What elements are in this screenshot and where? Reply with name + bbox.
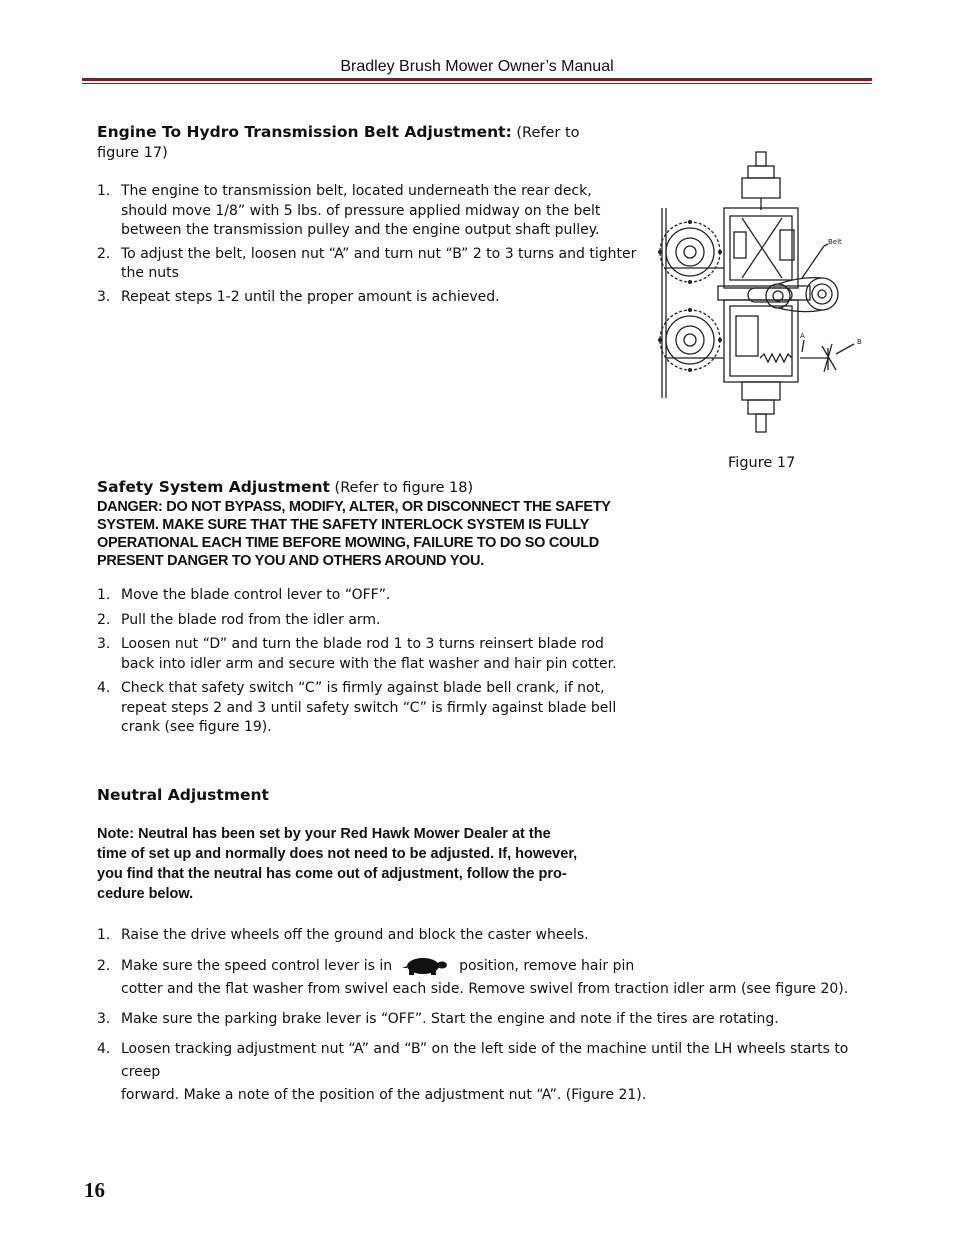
list-item-number: 2. (97, 611, 111, 628)
list-item (97, 926, 877, 946)
turtle-icon (401, 956, 451, 976)
text-line: SYSTEM. MAKE SURE THAT THE SAFETY INTERLOCK SYSTEM IS FULLY (97, 517, 589, 533)
section-ref: (Refer to figure 18) (329, 480, 474, 496)
section-heading: Safety System Adjustment (97, 478, 330, 496)
running-header: Bradley Brush Mower Owner’s Manual (340, 58, 614, 75)
list-item-number: 3. (97, 636, 111, 652)
list-item-text-before: Make sure the speed control lever is in (121, 957, 393, 974)
section-neutral-adjustment (97, 785, 877, 1107)
section-safety-system (97, 478, 697, 743)
list-item (97, 611, 697, 631)
list-item-line: Check that safety switch “C” is firmly against blade bell crank, if not, (121, 680, 605, 696)
list-item-line: back into idler arm and secure with the flat washer and hair pin cotter. (121, 655, 617, 672)
section-heading-line (97, 478, 697, 498)
list-item-line: repeat steps 2 and 3 until safety switch “C” is firmly against blade bell (121, 699, 617, 716)
text-line: time of set up and normally does not need to be adjusted. If, however, (97, 846, 578, 862)
list-item (97, 955, 877, 1001)
list-item-line: between the transmission pulley and the engine output shaft pulley. (121, 222, 600, 238)
section-ref: (Refer to (511, 125, 580, 141)
list-item (97, 586, 697, 606)
text-line: cedure below. (97, 886, 194, 902)
list-item-number: 2. (97, 957, 111, 974)
list-item-line: should move 1/8” with 5 lbs. of pressure applied midway on the belt (121, 202, 601, 219)
belt-steps-list (97, 182, 657, 307)
text-line: OPERATIONAL EACH TIME BEFORE MOWING, FAILURE TO DO SO COULD (97, 535, 599, 551)
list-item-number: 1. (97, 927, 111, 943)
list-item-text-cont: cotter and the flat washer from swivel each side. Remove swivel from traction idler arm (see figure 20). (121, 980, 849, 997)
list-item-number: 1. (97, 587, 111, 603)
safety-steps-list (97, 586, 697, 738)
text-line: Note: Neutral has been set by your Red Hawk Mower Dealer at the (97, 826, 551, 842)
list-item-line: To adjust the belt, loosen nut “A” and turn nut “B” 2 to 3 turns and tighter (121, 245, 637, 262)
list-item-number: 2. (97, 245, 111, 262)
section-ref-cont: figure 17) (97, 145, 168, 161)
list-item (97, 182, 657, 241)
section-belt-adjustment (97, 122, 657, 311)
page-number: 16 (84, 1178, 105, 1202)
list-item-text: Raise the drive wheels off the ground and block the caster wheels. (121, 927, 589, 943)
section-heading: Engine To Hydro Transmission Belt Adjustment: (97, 123, 512, 141)
list-item-line: Repeat steps 1-2 until the proper amount is achieved. (121, 288, 500, 305)
list-item-number: 3. (97, 288, 111, 305)
figure-17-caption: Figure 17 (728, 455, 796, 471)
list-item-number: 4. (97, 680, 111, 696)
list-item-line: Move the blade control lever to “OFF”. (121, 587, 391, 603)
list-item-text-after: position, remove hair pin (459, 957, 635, 974)
header-rule-thick (82, 78, 872, 81)
text-line: DANGER: DO NOT BYPASS, MODIFY, ALTER, OR DISCONNECT THE SAFETY (97, 499, 611, 515)
list-item-number: 4. (97, 1041, 111, 1057)
list-item (97, 288, 657, 308)
list-item-line: Loosen nut “D” and turn the blade rod 1 to 3 turns reinsert blade rod (121, 636, 604, 652)
list-item-line: the nuts (121, 265, 179, 281)
section-heading: Neutral Adjustment (97, 786, 269, 804)
section-heading-line (97, 122, 657, 143)
figure-label-belt: Belt (828, 238, 842, 246)
text-line: PRESENT DANGER TO YOU AND OTHERS AROUND YOU. (97, 553, 484, 569)
list-item-line: The engine to transmission belt, located underneath the rear deck, (121, 183, 592, 199)
list-item-number: 1. (97, 183, 111, 199)
list-item-number: 3. (97, 1010, 111, 1027)
header-rule-thin (82, 83, 872, 84)
neutral-steps-list (97, 926, 877, 1107)
figure-17-diagram (652, 148, 872, 443)
list-item-line: Pull the blade rod from the idler arm. (121, 611, 381, 628)
list-item-text: Loosen tracking adjustment nut “A” and “B” on the left side of the machine until the LH wheels starts to creep (121, 1041, 849, 1080)
figure-label-a: A (800, 332, 805, 340)
list-item (97, 635, 697, 674)
list-item-text: Make sure the parking brake lever is “OFF”. Start the engine and note if the tires are rotating. (121, 1010, 779, 1027)
list-item (97, 1010, 877, 1030)
danger-warning (97, 498, 697, 570)
text-line: you find that the neutral has come out of adjustment, follow the pro- (97, 866, 567, 882)
list-item-line: crank (see figure 19). (121, 719, 272, 735)
neutral-note (97, 824, 877, 904)
list-item (97, 1038, 877, 1107)
list-item (97, 245, 657, 284)
list-item-text-cont: forward. Make a note of the position of the adjustment nut “A”. (Figure 21). (121, 1087, 647, 1103)
list-item (97, 679, 697, 738)
figure-label-b: B (857, 338, 862, 346)
